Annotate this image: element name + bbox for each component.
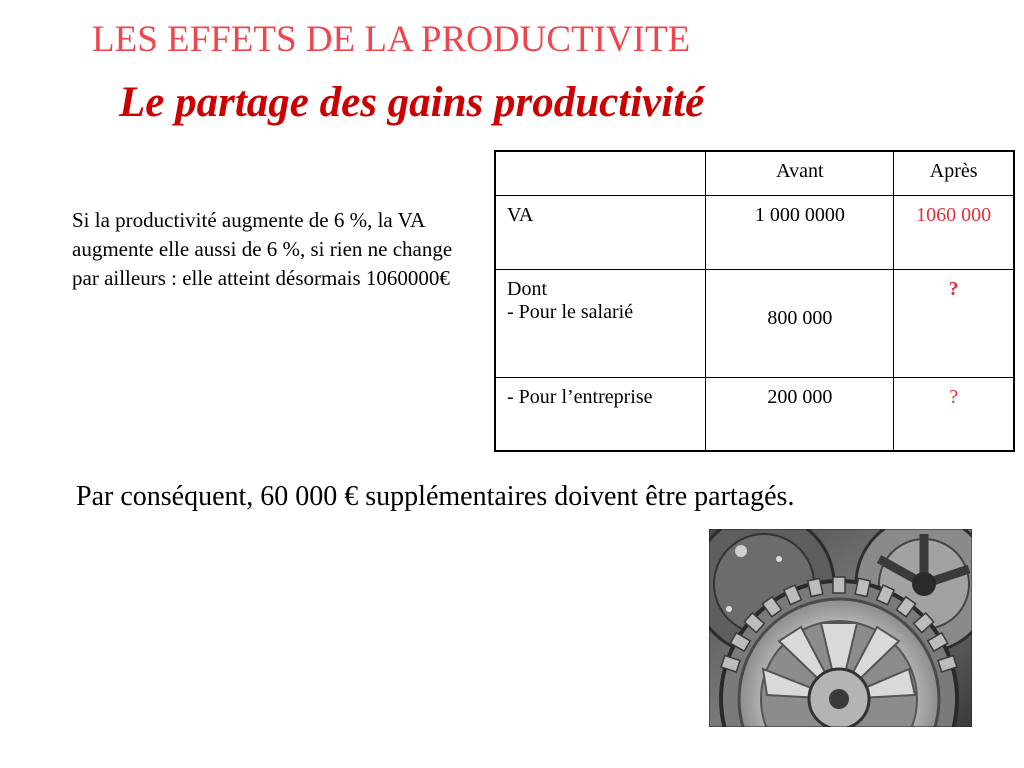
header-cell-empty — [495, 151, 706, 195]
table-row-salarie — [495, 269, 1014, 377]
table-row-va — [495, 195, 1014, 269]
intro-paragraph: Si la productivité augmente de 6 %, la VA augmente elle aussi de 6 %, si rien ne change par ailleurs : elle atteint désormais 1060000€ — [72, 208, 453, 290]
row-label-salarie — [495, 269, 706, 377]
row-label-entreprise: - Pour l’entreprise — [495, 377, 706, 451]
cell-salarie-avant: 800 000 — [706, 269, 894, 377]
table-header-row — [495, 151, 1014, 195]
row-label-va: VA — [495, 195, 706, 269]
cell-entreprise-avant: 200 000 — [706, 377, 894, 451]
cell-va-avant: 1 000 0000 — [706, 195, 894, 269]
gear-illustration — [709, 529, 972, 727]
header-cell-apres: Après — [894, 151, 1014, 195]
row-label-dont: Dont — [507, 277, 547, 300]
page-title: LES EFFETS DE LA PRODUCTIVITE — [92, 19, 691, 60]
cell-salarie-apres: ? — [894, 269, 1014, 377]
page-subtitle: Le partage des gains productivité — [119, 79, 705, 126]
gear-photo — [709, 529, 972, 727]
conclusion-text: Par conséquent, 60 000 € supplémentaires doivent être partagés. — [76, 481, 795, 512]
row-label-pour-salarie: - Pour le salarié — [507, 300, 634, 323]
table-row-entreprise — [495, 377, 1014, 451]
value-added-table — [494, 150, 1015, 452]
cell-entreprise-apres: ? — [894, 377, 1014, 451]
header-cell-avant: Avant — [706, 151, 894, 195]
cell-va-apres: 1060 000 — [894, 195, 1014, 269]
